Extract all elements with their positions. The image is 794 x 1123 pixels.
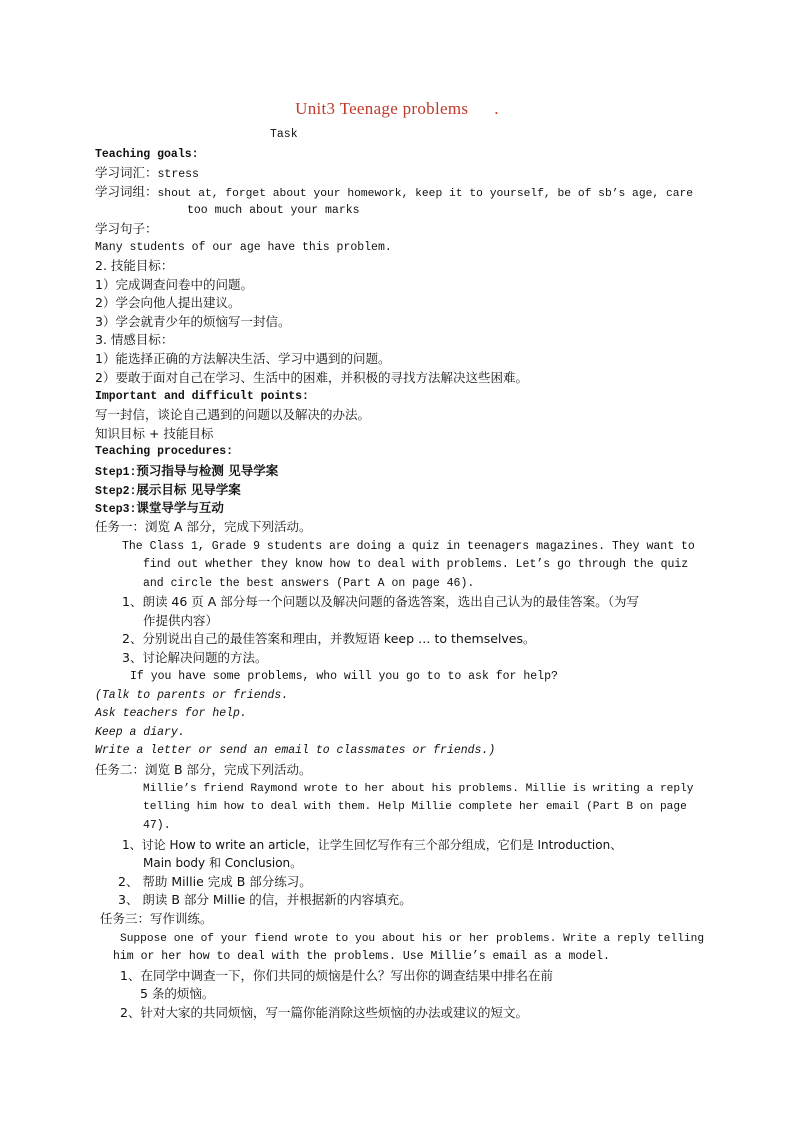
emotion-1: 1）能选择正确的方法解决生活、学习中遇到的问题。 [95,351,391,366]
task1-item1-line1: 1、朗读 46 页 A 部分每一个问题以及解决问题的备选答案，选出自己认为的最佳答案。（为写 [122,594,640,609]
skill-2: 2）学会向他人提出建议。 [95,295,241,310]
important-text: 写一封信，谈论自己遇到的问题以及解决的办法。 [95,407,371,422]
teaching-goals-heading: Teaching goals: [95,148,199,161]
vocab-label: 学习词汇： [95,165,158,180]
vocab-line [95,165,199,183]
vocab-value: stress [157,168,199,181]
phrases-line [95,184,693,202]
knowledge-text: 知识目标 + 技能目标 [95,426,214,441]
important-heading: Important and difficult points: [95,390,309,403]
task1-item1-line2: 作提供内容） [143,613,219,628]
task1-item2: 2、分别说出自己的最佳答案和理由，并教短语 keep … to themselves。 [122,631,536,646]
task2-item1-line2: Main body 和 Conclusion。 [143,856,303,870]
document-title [0,99,794,119]
skills-heading: 2. 技能目标： [95,258,174,273]
answer-3: Keep a diary. [95,726,185,739]
task1-heading: 任务一：浏览 A 部分，完成下列活动。 [95,519,312,534]
phrases-label: 学习词组： [95,184,158,199]
task1-para-line1: The Class 1, Grade 9 students are doing a quiz in teenagers magazines. They want to [122,540,695,553]
step3-label: Step3: [95,503,137,516]
task2-para-line3: 47). [143,819,171,832]
task3-item1-line1: 1、在同学中调查一下，你们共同的烦恼是什么？写出你的调查结果中排名在前 [120,968,553,983]
answer-2: Ask teachers for help. [95,707,247,720]
task2-item1-line1: 1、讨论 How to write an article，让学生回忆写作有三个部分组成，它们是 Introduction、 [122,838,623,852]
phrases-line2: too much about your marks [187,204,360,217]
step3-text: 课堂导学与互动 [136,500,224,515]
task2-para-line1: Millie’s friend Raymond wrote to her about his problems. Millie is writing a reply [143,783,694,795]
task2-para-line2: telling him how to deal with them. Help Millie complete her email (Part B on page [143,801,687,813]
task2-item2: 2、 帮助 Millie 完成 B 部分练习。 [118,874,312,889]
sentences-label: 学习句子： [95,221,158,236]
step1-text: 预习指导与检测 见导学案 [136,463,279,478]
skill-3: 3）学会就青少年的烦恼写一封信。 [95,314,291,329]
task3-para-line2: him or her how to deal with the problems. Use Millie’s email as a model. [113,950,610,963]
step1 [95,463,278,481]
step1-label: Step1: [95,466,137,479]
answer-1: (Talk to parents or friends. [95,689,289,702]
step2 [95,482,241,500]
task3-heading: 任务三：写作训练。 [100,911,213,926]
task1-item3: 3、讨论解决问题的方法。 [122,650,268,665]
answer-4: Write a letter or send an email to classmates or friends.) [95,744,496,757]
procedures-heading: Teaching procedures: [95,445,234,458]
emotion-heading: 3. 情感目标： [95,332,174,347]
step3 [95,500,224,518]
emotion-2: 2）要敢于面对自己在学习、生活中的困难，并积极的寻找方法解决这些困难。 [95,370,528,385]
title-text: Unit3 Teenage problems [295,99,469,118]
task3-item1-line2: 5 条的烦恼。 [140,986,215,1001]
task2-heading: 任务二：浏览 B 部分，完成下列活动。 [95,762,312,777]
task1-para-line3: and circle the best answers (Part A on page 46). [143,577,475,590]
task3-item2: 2、针对大家的共同烦恼，写一篇你能消除这些烦恼的办法或建议的短文。 [120,1005,528,1020]
subtitle: Task [270,128,298,141]
sentence-1: Many students of our age have this problem. [95,241,392,254]
title-dot: . [494,99,499,118]
task2-item3: 3、 朗读 B 部分 Millie 的信，并根据新的内容填充。 [118,892,412,907]
phrases-line1: shout at, forget about your homework, keep it to yourself, be of sb’s age, care [157,188,694,200]
task1-question: If you have some problems, who will you go to to ask for help? [130,670,558,683]
task1-para-line2: find out whether they know how to deal with problems. Let’s go through the quiz [143,558,689,571]
step2-text: 展示目标 见导学案 [136,482,241,497]
skill-1: 1）完成调查问卷中的问题。 [95,277,253,292]
task3-para-line1: Suppose one of your fiend wrote to you about his or her problems. Write a reply telling [120,933,705,945]
step2-label: Step2: [95,485,137,498]
